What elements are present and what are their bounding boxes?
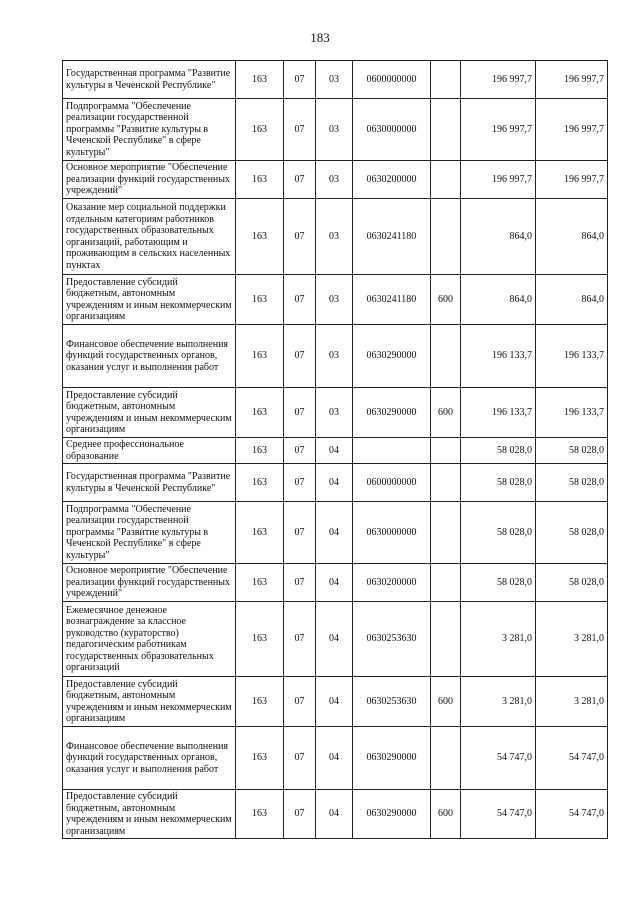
amount-2: 58 028,0 — [536, 438, 608, 464]
ministry-code: 163 — [236, 199, 284, 275]
amount-1: 196 997,7 — [461, 61, 536, 99]
ministry-code: 163 — [236, 564, 284, 602]
table-row — [63, 199, 608, 275]
amount-1: 58 028,0 — [461, 502, 536, 564]
row-name: Ежемесячное денежное вознаграждение за классное руководство (кураторство) педагогическим работникам государственных образовательных организаций — [63, 602, 236, 677]
ministry-code: 163 — [236, 602, 284, 677]
target-code — [353, 438, 431, 464]
section-code: 07 — [284, 325, 316, 388]
target-code: 0630200000 — [353, 161, 431, 199]
target-code: 0630000000 — [353, 502, 431, 564]
ministry-code: 163 — [236, 438, 284, 464]
expense-type-code — [431, 99, 461, 161]
expense-type-code — [431, 161, 461, 199]
subsection-code: 04 — [316, 790, 353, 839]
ministry-code: 163 — [236, 464, 284, 502]
ministry-code: 163 — [236, 502, 284, 564]
row-name: Основное мероприятие "Обеспечение реализации функций государственных учреждений" — [63, 161, 236, 199]
amount-1: 54 747,0 — [461, 727, 536, 790]
section-code: 07 — [284, 161, 316, 199]
ministry-code: 163 — [236, 677, 284, 727]
amount-1: 58 028,0 — [461, 564, 536, 602]
row-name: Среднее профессиональное образование — [63, 438, 236, 464]
expense-type-code — [431, 61, 461, 99]
amount-1: 54 747,0 — [461, 790, 536, 839]
ministry-code: 163 — [236, 161, 284, 199]
amount-2: 58 028,0 — [536, 502, 608, 564]
target-code: 0630290000 — [353, 388, 431, 438]
subsection-code: 03 — [316, 275, 353, 325]
ministry-code: 163 — [236, 388, 284, 438]
page-number: 183 — [310, 30, 330, 45]
amount-1: 864,0 — [461, 275, 536, 325]
amount-1: 58 028,0 — [461, 438, 536, 464]
amount-2: 196 997,7 — [536, 99, 608, 161]
amount-2: 196 997,7 — [536, 161, 608, 199]
subsection-code: 03 — [316, 388, 353, 438]
row-name: Предоставление субсидий бюджетным, автономным учреждениям и иным некоммерческим организациям — [63, 275, 236, 325]
section-code: 07 — [284, 99, 316, 161]
expense-type-code — [431, 564, 461, 602]
row-name: Подпрограмма "Обеспечение реализации государственной программы "Развитие культуры в Чеченской Республике" в сфере культуры" — [63, 502, 236, 564]
expense-type-code — [431, 464, 461, 502]
amount-1: 196 133,7 — [461, 325, 536, 388]
table-row — [63, 388, 608, 438]
amount-2: 58 028,0 — [536, 564, 608, 602]
table-row — [63, 564, 608, 602]
table-row — [63, 61, 608, 99]
row-name: Оказание мер социальной поддержки отдельным категориям работников государственных образовательных организаций, работающим и проживающим в сельских населенных пунктах — [63, 199, 236, 275]
ministry-code: 163 — [236, 727, 284, 790]
expense-type-code — [431, 602, 461, 677]
subsection-code: 04 — [316, 502, 353, 564]
subsection-code: 04 — [316, 677, 353, 727]
table-row — [63, 464, 608, 502]
target-code: 0630290000 — [353, 727, 431, 790]
section-code: 07 — [284, 464, 316, 502]
amount-1: 3 281,0 — [461, 602, 536, 677]
table-row — [63, 99, 608, 161]
amount-1: 196 997,7 — [461, 161, 536, 199]
expense-type-code: 600 — [431, 677, 461, 727]
amount-1: 196 133,7 — [461, 388, 536, 438]
subsection-code: 04 — [316, 727, 353, 790]
section-code: 07 — [284, 438, 316, 464]
target-code: 0600000000 — [353, 464, 431, 502]
table-row — [63, 325, 608, 388]
row-name: Предоставление субсидий бюджетным, автономным учреждениям и иным некоммерческим организациям — [63, 388, 236, 438]
row-name: Предоставление субсидий бюджетным, автономным учреждениям и иным некоммерческим организациям — [63, 677, 236, 727]
subsection-code: 04 — [316, 564, 353, 602]
row-name: Государственная программа "Развитие культуры в Чеченской Республике" — [63, 464, 236, 502]
amount-2: 196 133,7 — [536, 325, 608, 388]
target-code: 0600000000 — [353, 61, 431, 99]
target-code: 0630253630 — [353, 602, 431, 677]
amount-2: 3 281,0 — [536, 602, 608, 677]
subsection-code: 03 — [316, 199, 353, 275]
expense-type-code: 600 — [431, 275, 461, 325]
amount-1: 3 281,0 — [461, 677, 536, 727]
table-row — [63, 602, 608, 677]
row-name: Подпрограмма "Обеспечение реализации государственной программы "Развитие культуры в Чеченской Республике" в сфере культуры" — [63, 99, 236, 161]
target-code: 0630241180 — [353, 275, 431, 325]
amount-2: 864,0 — [536, 199, 608, 275]
subsection-code: 03 — [316, 99, 353, 161]
amount-2: 196 133,7 — [536, 388, 608, 438]
section-code: 07 — [284, 602, 316, 677]
amount-2: 54 747,0 — [536, 790, 608, 839]
subsection-code: 04 — [316, 464, 353, 502]
section-code: 07 — [284, 388, 316, 438]
subsection-code: 03 — [316, 61, 353, 99]
expense-type-code — [431, 727, 461, 790]
target-code: 0630200000 — [353, 564, 431, 602]
ministry-code: 163 — [236, 275, 284, 325]
expense-type-code — [431, 502, 461, 564]
subsection-code: 03 — [316, 325, 353, 388]
table-row — [63, 161, 608, 199]
target-code: 0630290000 — [353, 790, 431, 839]
row-name: Предоставление субсидий бюджетным, автономным учреждениям и иным некоммерческим организациям — [63, 790, 236, 839]
expense-type-code: 600 — [431, 790, 461, 839]
subsection-code: 04 — [316, 602, 353, 677]
amount-1: 864,0 — [461, 199, 536, 275]
ministry-code: 163 — [236, 99, 284, 161]
amount-1: 196 997,7 — [461, 99, 536, 161]
subsection-code: 03 — [316, 161, 353, 199]
section-code: 07 — [284, 61, 316, 99]
section-code: 07 — [284, 677, 316, 727]
ministry-code: 163 — [236, 325, 284, 388]
row-name: Финансовое обеспечение выполнения функций государственных органов, оказания услуг и выполнения работ — [63, 325, 236, 388]
table-row — [63, 727, 608, 790]
row-name: Основное мероприятие "Обеспечение реализации функций государственных учреждений" — [63, 564, 236, 602]
row-name: Финансовое обеспечение выполнения функций государственных органов, оказания услуг и выполнения работ — [63, 727, 236, 790]
subsection-code: 04 — [316, 438, 353, 464]
table-row — [63, 438, 608, 464]
table-row — [63, 677, 608, 727]
amount-2: 54 747,0 — [536, 727, 608, 790]
target-code: 0630253630 — [353, 677, 431, 727]
target-code: 0630290000 — [353, 325, 431, 388]
expense-type-code — [431, 325, 461, 388]
section-code: 07 — [284, 790, 316, 839]
amount-2: 864,0 — [536, 275, 608, 325]
section-code: 07 — [284, 502, 316, 564]
target-code: 0630241180 — [353, 199, 431, 275]
section-code: 07 — [284, 727, 316, 790]
amount-1: 58 028,0 — [461, 464, 536, 502]
table-row — [63, 790, 608, 839]
amount-2: 3 281,0 — [536, 677, 608, 727]
amount-2: 196 997,7 — [536, 61, 608, 99]
section-code: 07 — [284, 199, 316, 275]
ministry-code: 163 — [236, 790, 284, 839]
section-code: 07 — [284, 275, 316, 325]
budget-table — [62, 60, 608, 839]
expense-type-code — [431, 199, 461, 275]
ministry-code: 163 — [236, 61, 284, 99]
target-code: 0630000000 — [353, 99, 431, 161]
row-name: Государственная программа "Развитие культуры в Чеченской Республике" — [63, 61, 236, 99]
expense-type-code: 600 — [431, 388, 461, 438]
section-code: 07 — [284, 564, 316, 602]
table-row — [63, 275, 608, 325]
expense-type-code — [431, 438, 461, 464]
table-row — [63, 502, 608, 564]
amount-2: 58 028,0 — [536, 464, 608, 502]
